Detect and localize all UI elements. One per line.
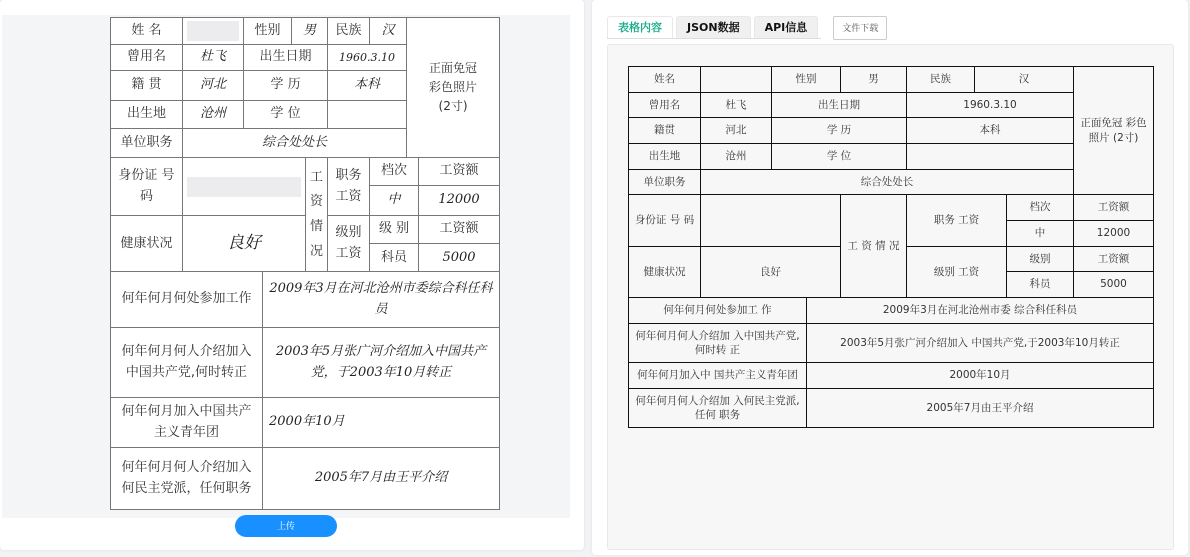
value: 2009年3月在河北沧州市委综合科任科员	[263, 272, 500, 328]
label: 身份证 号 码	[629, 195, 701, 247]
label: 学 位	[244, 101, 328, 129]
value: 本科	[907, 118, 1074, 144]
label: 工资额	[419, 216, 500, 244]
value: 男	[292, 18, 328, 45]
label: 出生地	[629, 144, 701, 170]
value: 良好	[701, 247, 841, 298]
value: 本科	[328, 71, 407, 101]
label: 性别	[772, 67, 841, 93]
tab-table[interactable]: 表格内容	[607, 16, 673, 38]
label: 健康状况	[629, 247, 701, 298]
value: 综合处处长	[701, 170, 1074, 195]
value: 12000	[1074, 221, 1154, 247]
label: 健康状况	[111, 216, 183, 273]
label: 何年何月何处参加工 作	[629, 298, 807, 324]
label: 职务工资	[328, 158, 370, 216]
result-panel	[592, 0, 1188, 555]
scanned-form	[110, 17, 500, 273]
label: 何年何月何人介绍加 入何民主党派,任何 职务	[629, 389, 807, 428]
label: 身份证 号 码	[111, 158, 183, 216]
value: 2005年7月由王平介绍	[807, 389, 1154, 428]
value: 杜飞	[701, 93, 772, 118]
value: 2009年3月在河北沧州市委 综合科任科员	[807, 298, 1154, 324]
value: 杜飞	[183, 45, 244, 71]
label: 籍贯	[629, 118, 701, 144]
upload-panel	[0, 0, 584, 550]
id-redacted	[183, 158, 306, 216]
label: 何年何月何人介绍加入何民主党派，任何职务	[111, 448, 263, 510]
label: 何年何月何人介绍加 入中国共产党,何时转 正	[629, 324, 807, 363]
tab-api[interactable]: API信息	[754, 16, 819, 38]
result-header	[607, 16, 887, 40]
label: 出生日期	[244, 45, 328, 71]
photo-placeholder: 正面免冠 彩色照片 (2寸)	[407, 18, 500, 158]
label: 出生地	[111, 101, 183, 129]
value	[701, 195, 841, 247]
result-history-table	[628, 297, 1154, 428]
label: 学 历	[772, 118, 907, 144]
value	[907, 144, 1074, 170]
value: 2000年10月	[263, 398, 500, 448]
label: 档次	[1007, 195, 1074, 221]
value: 1960.3.10	[907, 93, 1074, 118]
value: 男	[841, 67, 907, 93]
label: 何年何月加入中 国共产主义青年团	[629, 363, 807, 389]
value: 2003年5月张广河介绍加入 中国共产党,于2003年10月转正	[807, 324, 1154, 363]
value: 沧州	[183, 101, 244, 129]
value: 科员	[370, 244, 419, 273]
tab-json[interactable]: JSON数据	[676, 16, 751, 38]
label: 工资额	[419, 158, 500, 186]
value: 5000	[419, 244, 500, 273]
label: 学 位	[772, 144, 907, 170]
value: 汉	[370, 18, 407, 45]
value: 科员	[1007, 272, 1074, 298]
label: 级别 工资	[907, 247, 1007, 298]
label: 何年何月何处参加工作	[111, 272, 263, 328]
name-redacted	[183, 18, 244, 45]
label: 级别	[1007, 247, 1074, 272]
value: 中	[1007, 221, 1074, 247]
scanned-form-history	[110, 271, 500, 510]
label: 工资额	[1074, 195, 1154, 221]
value: 1960.3.10	[328, 45, 407, 71]
label: 曾用名	[111, 45, 183, 71]
value: 5000	[1074, 272, 1154, 298]
download-button[interactable]: 文件下载	[833, 16, 887, 40]
label: 级 别	[370, 216, 419, 244]
label: 工资额	[1074, 247, 1154, 272]
value: 2005年7月由王平介绍	[263, 448, 500, 510]
table-content	[607, 44, 1174, 550]
value: 综合处处长	[183, 129, 407, 158]
result-table	[628, 66, 1154, 298]
value: 中	[370, 186, 419, 216]
upload-button[interactable]: 上传	[235, 515, 337, 537]
label: 民族	[328, 18, 370, 45]
value: 汉	[975, 67, 1074, 93]
label: 学 历	[244, 71, 328, 101]
label: 档次	[370, 158, 419, 186]
label: 曾用名	[629, 93, 701, 118]
value: 良好	[183, 216, 306, 273]
value: 2003年5月张广河介绍加入中国共产党，于2003年10月转正	[263, 328, 500, 398]
value: 2000年10月	[807, 363, 1154, 389]
label: 级别工资	[328, 216, 370, 273]
label: 姓 名	[111, 18, 183, 45]
label: 单位职务	[111, 129, 183, 158]
form-image	[2, 15, 570, 518]
label: 民族	[907, 67, 975, 93]
label: 工 资 情 况	[841, 195, 907, 298]
label: 籍 贯	[111, 71, 183, 101]
photo-placeholder: 正面免冠 彩色照片 (2寸)	[1074, 67, 1154, 195]
value: 12000	[419, 186, 500, 216]
label: 出生日期	[772, 93, 907, 118]
label: 工资情况	[306, 158, 328, 273]
value	[701, 67, 772, 93]
label: 职务 工资	[907, 195, 1007, 247]
value: 沧州	[701, 144, 772, 170]
label: 何年何月加入中国共产主义青年团	[111, 398, 263, 448]
label: 姓名	[629, 67, 701, 93]
label: 单位职务	[629, 170, 701, 195]
label: 何年何月何人介绍加入中国共产党,何时转正	[111, 328, 263, 398]
result-tabs	[607, 16, 821, 39]
label: 性别	[244, 18, 292, 45]
value: 河北	[183, 71, 244, 101]
value	[328, 101, 407, 129]
value: 河北	[701, 118, 772, 144]
